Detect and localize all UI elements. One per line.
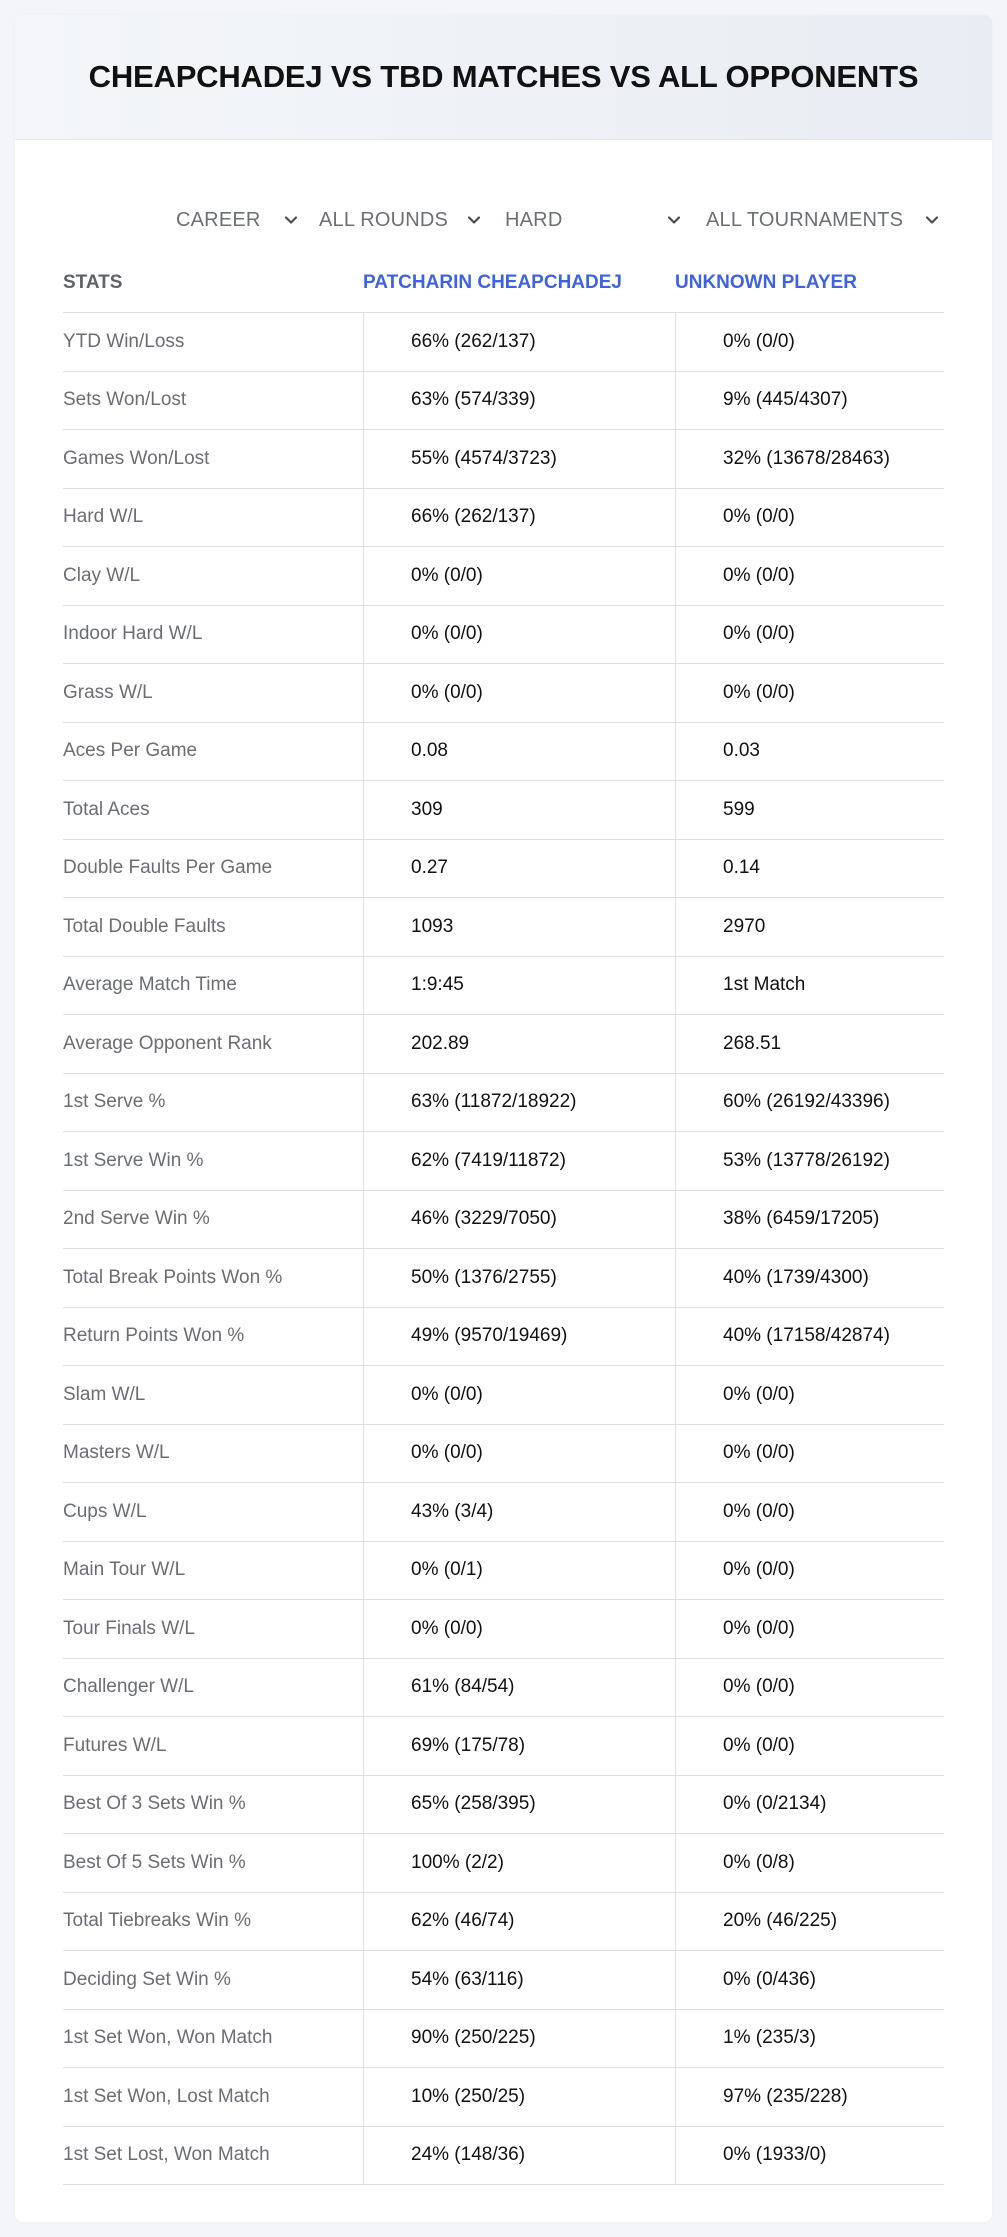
table-row: [63, 1893, 944, 1952]
player1-value: 0% (0/0): [411, 623, 483, 645]
table-row: [63, 1483, 944, 1542]
stat-label: Return Points Won %: [63, 1325, 245, 1347]
filter-bar: [15, 190, 992, 250]
table-row: [63, 1191, 944, 1250]
player1-value: 1:9:45: [411, 974, 464, 996]
column-divider: [675, 957, 676, 1015]
stat-label: Total Aces: [63, 798, 150, 820]
column-divider: [675, 781, 676, 839]
player2-value: 40% (1739/4300): [723, 1266, 869, 1288]
column-divider: [675, 1425, 676, 1483]
table-row: [63, 1834, 944, 1893]
filter-tournaments-label: ALL TOURNAMENTS: [706, 208, 904, 231]
player1-value: 24% (148/36): [411, 2144, 526, 2166]
player2-value: 0% (0/0): [723, 506, 795, 528]
table-row: [63, 723, 944, 782]
stat-label: 1st Serve Win %: [63, 1149, 204, 1171]
player2-value: 599: [723, 798, 755, 820]
column-divider: [675, 1308, 676, 1366]
column-divider: [363, 1659, 364, 1717]
column-divider: [363, 1717, 364, 1775]
player1-value: 62% (7419/11872): [411, 1149, 566, 1171]
player1-value: 69% (175/78): [411, 1734, 526, 1756]
column-divider: [675, 664, 676, 722]
column-divider: [363, 2127, 364, 2185]
column-divider: [675, 1015, 676, 1073]
column-divider: [363, 1132, 364, 1190]
column-divider: [363, 372, 364, 430]
column-divider: [363, 547, 364, 605]
stat-label: 1st Set Lost, Won Match: [63, 2144, 270, 2166]
table-row: [63, 430, 944, 489]
player1-value: 0% (0/1): [411, 1559, 483, 1581]
stat-label: Average Opponent Rank: [63, 1032, 272, 1054]
column-divider: [675, 1483, 676, 1541]
column-divider: [363, 1425, 364, 1483]
column-divider: [363, 898, 364, 956]
player1-value: 66% (262/137): [411, 506, 536, 528]
column-header-player2[interactable]: UNKNOWN PLAYER: [675, 272, 857, 293]
column-divider: [363, 664, 364, 722]
column-divider: [363, 313, 364, 371]
stat-label: Total Tiebreaks Win %: [63, 1910, 251, 1932]
table-row: [63, 1425, 944, 1484]
stat-label: Sets Won/Lost: [63, 389, 187, 411]
filter-rounds[interactable]: [319, 190, 448, 250]
stat-label: Grass W/L: [63, 681, 153, 703]
column-divider: [675, 313, 676, 371]
player1-value: 0% (0/0): [411, 681, 483, 703]
column-divider: [363, 1074, 364, 1132]
column-divider: [363, 1834, 364, 1892]
player2-value: 0.03: [723, 740, 760, 762]
chevron-down-icon[interactable]: [283, 212, 299, 228]
player1-value: 0% (0/0): [411, 564, 483, 586]
column-divider: [363, 1366, 364, 1424]
stat-label: 1st Serve %: [63, 1091, 166, 1113]
column-divider: [675, 2068, 676, 2126]
table-row: [63, 957, 944, 1016]
chevron-down-icon[interactable]: [466, 212, 482, 228]
player2-value: 0% (0/0): [723, 1734, 795, 1756]
filter-surface-label: HARD: [505, 208, 563, 231]
table-row: [63, 840, 944, 899]
player2-value: 0% (0/0): [723, 681, 795, 703]
column-divider: [363, 1483, 364, 1541]
player1-value: 49% (9570/19469): [411, 1325, 568, 1347]
column-divider: [675, 1191, 676, 1249]
column-divider: [675, 1074, 676, 1132]
table-row: [63, 1542, 944, 1601]
player1-value: 309: [411, 798, 443, 820]
column-divider: [675, 1951, 676, 2009]
column-divider: [675, 1132, 676, 1190]
column-divider: [363, 489, 364, 547]
player1-value: 0.27: [411, 857, 448, 879]
player2-value: 0% (0/0): [723, 1383, 795, 1405]
table-row: [63, 781, 944, 840]
column-divider: [363, 1015, 364, 1073]
column-divider: [363, 1951, 364, 2009]
column-divider: [675, 840, 676, 898]
filter-surface[interactable]: [505, 190, 562, 250]
page-title: CHEAPCHADEJ VS TBD MATCHES VS ALL OPPONENTS: [88, 59, 919, 94]
column-divider: [363, 781, 364, 839]
column-divider: [363, 606, 364, 664]
player2-value: 268.51: [723, 1032, 782, 1054]
player1-value: 0.08: [411, 740, 448, 762]
player2-value: 1st Match: [723, 974, 806, 996]
player2-value: 0% (0/0): [723, 330, 795, 352]
table-row: [63, 547, 944, 606]
stats-card: [15, 15, 992, 2222]
column-divider: [363, 2068, 364, 2126]
player1-value: 0% (0/0): [411, 1617, 483, 1639]
column-divider: [675, 2010, 676, 2068]
table-header: [63, 253, 944, 313]
table-row: [63, 1600, 944, 1659]
player2-value: 0.14: [723, 857, 760, 879]
column-header-player1[interactable]: PATCHARIN CHEAPCHADEJ: [363, 272, 622, 293]
stat-label: Average Match Time: [63, 974, 237, 996]
player1-value: 90% (250/225): [411, 2027, 536, 2049]
table-row: [63, 1951, 944, 2010]
stats-table-body: [63, 313, 944, 2185]
filter-tournaments[interactable]: [706, 190, 903, 250]
player2-value: 9% (445/4307): [723, 389, 848, 411]
player2-value: 0% (0/0): [723, 1559, 795, 1581]
table-row: [63, 1366, 944, 1425]
player2-value: 40% (17158/42874): [723, 1325, 890, 1347]
chevron-down-icon[interactable]: [924, 212, 940, 228]
player1-value: 100% (2/2): [411, 1851, 504, 1873]
column-divider: [675, 1542, 676, 1600]
stat-label: Tour Finals W/L: [63, 1617, 195, 1639]
column-divider: [363, 430, 364, 488]
table-row: [63, 2010, 944, 2069]
player1-value: 202.89: [411, 1032, 470, 1054]
player2-value: 0% (0/0): [723, 1676, 795, 1698]
stat-label: 1st Set Won, Lost Match: [63, 2085, 270, 2107]
stat-label: YTD Win/Loss: [63, 330, 185, 352]
table-row: [63, 1132, 944, 1191]
stat-label: Challenger W/L: [63, 1676, 194, 1698]
column-divider: [675, 1366, 676, 1424]
player1-value: 0% (0/0): [411, 1383, 483, 1405]
table-row: [63, 664, 944, 723]
player1-value: 46% (3229/7050): [411, 1208, 557, 1230]
column-divider: [363, 1249, 364, 1307]
filter-career[interactable]: [176, 190, 261, 250]
column-divider: [675, 2127, 676, 2185]
player2-value: 0% (0/2134): [723, 1793, 827, 1815]
stat-label: 2nd Serve Win %: [63, 1208, 210, 1230]
player2-value: 0% (0/8): [723, 1851, 795, 1873]
player2-value: 0% (0/0): [723, 1500, 795, 1522]
player2-value: 0% (0/0): [723, 1617, 795, 1639]
column-divider: [363, 723, 364, 781]
column-divider: [675, 898, 676, 956]
filter-career-label: CAREER: [176, 208, 261, 231]
player2-value: 0% (0/0): [723, 1442, 795, 1464]
stat-label: Main Tour W/L: [63, 1559, 186, 1581]
column-divider: [675, 1249, 676, 1307]
column-divider: [675, 489, 676, 547]
stat-label: Slam W/L: [63, 1383, 146, 1405]
player1-value: 54% (63/116): [411, 1968, 524, 1990]
column-divider: [363, 957, 364, 1015]
table-row: [63, 313, 944, 372]
stat-label: 1st Set Won, Won Match: [63, 2027, 273, 2049]
player1-value: 62% (46/74): [411, 1910, 515, 1932]
table-row: [63, 898, 944, 957]
stat-label: Total Double Faults: [63, 915, 226, 937]
table-row: [63, 606, 944, 665]
stat-label: Clay W/L: [63, 564, 141, 586]
player1-value: 61% (84/54): [411, 1676, 515, 1698]
table-row: [63, 1776, 944, 1835]
column-divider: [675, 1659, 676, 1717]
column-divider: [675, 723, 676, 781]
chevron-down-icon[interactable]: [666, 212, 682, 228]
table-row: [63, 1659, 944, 1718]
filter-rounds-label: ALL ROUNDS: [319, 208, 449, 231]
stat-label: Games Won/Lost: [63, 447, 210, 469]
player1-value: 1093: [411, 915, 454, 937]
player2-value: 38% (6459/17205): [723, 1208, 880, 1230]
player1-value: 10% (250/25): [411, 2085, 526, 2107]
column-divider: [675, 606, 676, 664]
stat-label: Double Faults Per Game: [63, 857, 273, 879]
column-divider: [363, 1600, 364, 1658]
column-header-stats: STATS: [63, 272, 123, 293]
player2-value: 0% (0/0): [723, 623, 795, 645]
player2-value: 32% (13678/28463): [723, 447, 890, 469]
player2-value: 0% (0/436): [723, 1968, 816, 1990]
table-row: [63, 1074, 944, 1133]
stat-label: Hard W/L: [63, 506, 144, 528]
column-divider: [675, 1717, 676, 1775]
player1-value: 43% (3/4): [411, 1500, 494, 1522]
column-divider: [363, 2010, 364, 2068]
stat-label: Indoor Hard W/L: [63, 623, 203, 645]
stat-label: Best Of 5 Sets Win %: [63, 1851, 246, 1873]
card-header: [15, 15, 992, 140]
player2-value: 60% (26192/43396): [723, 1091, 890, 1113]
column-divider: [675, 372, 676, 430]
table-row: [63, 2127, 944, 2186]
column-divider: [363, 1893, 364, 1951]
table-row: [63, 1308, 944, 1367]
stat-label: Futures W/L: [63, 1734, 167, 1756]
player2-value: 97% (235/228): [723, 2085, 848, 2107]
player2-value: 1% (235/3): [723, 2027, 816, 2049]
player1-value: 50% (1376/2755): [411, 1266, 557, 1288]
stat-label: Best Of 3 Sets Win %: [63, 1793, 246, 1815]
stat-label: Cups W/L: [63, 1500, 147, 1522]
table-row: [63, 372, 944, 431]
column-divider: [675, 1776, 676, 1834]
player1-value: 66% (262/137): [411, 330, 536, 352]
column-divider: [363, 1308, 364, 1366]
player2-value: 2970: [723, 915, 766, 937]
column-divider: [363, 1191, 364, 1249]
player1-value: 63% (11872/18922): [411, 1091, 577, 1113]
stat-label: Masters W/L: [63, 1442, 170, 1464]
column-divider: [675, 547, 676, 605]
player2-value: 53% (13778/26192): [723, 1149, 890, 1171]
table-row: [63, 1015, 944, 1074]
player2-value: 20% (46/225): [723, 1910, 838, 1932]
column-divider: [675, 1834, 676, 1892]
column-divider: [675, 1600, 676, 1658]
column-divider: [675, 1893, 676, 1951]
player1-value: 63% (574/339): [411, 389, 536, 411]
column-divider: [675, 430, 676, 488]
table-row: [63, 1249, 944, 1308]
player1-value: 0% (0/0): [411, 1442, 483, 1464]
column-divider: [363, 840, 364, 898]
player1-value: 65% (258/395): [411, 1793, 536, 1815]
player1-value: 55% (4574/3723): [411, 447, 557, 469]
stat-label: Aces Per Game: [63, 740, 198, 762]
player2-value: 0% (0/0): [723, 564, 795, 586]
stat-label: Deciding Set Win %: [63, 1968, 231, 1990]
table-row: [63, 2068, 944, 2127]
player2-value: 0% (1933/0): [723, 2144, 827, 2166]
column-divider: [363, 1776, 364, 1834]
column-divider: [363, 1542, 364, 1600]
table-row: [63, 1717, 944, 1776]
table-row: [63, 489, 944, 548]
stat-label: Total Break Points Won %: [63, 1266, 283, 1288]
